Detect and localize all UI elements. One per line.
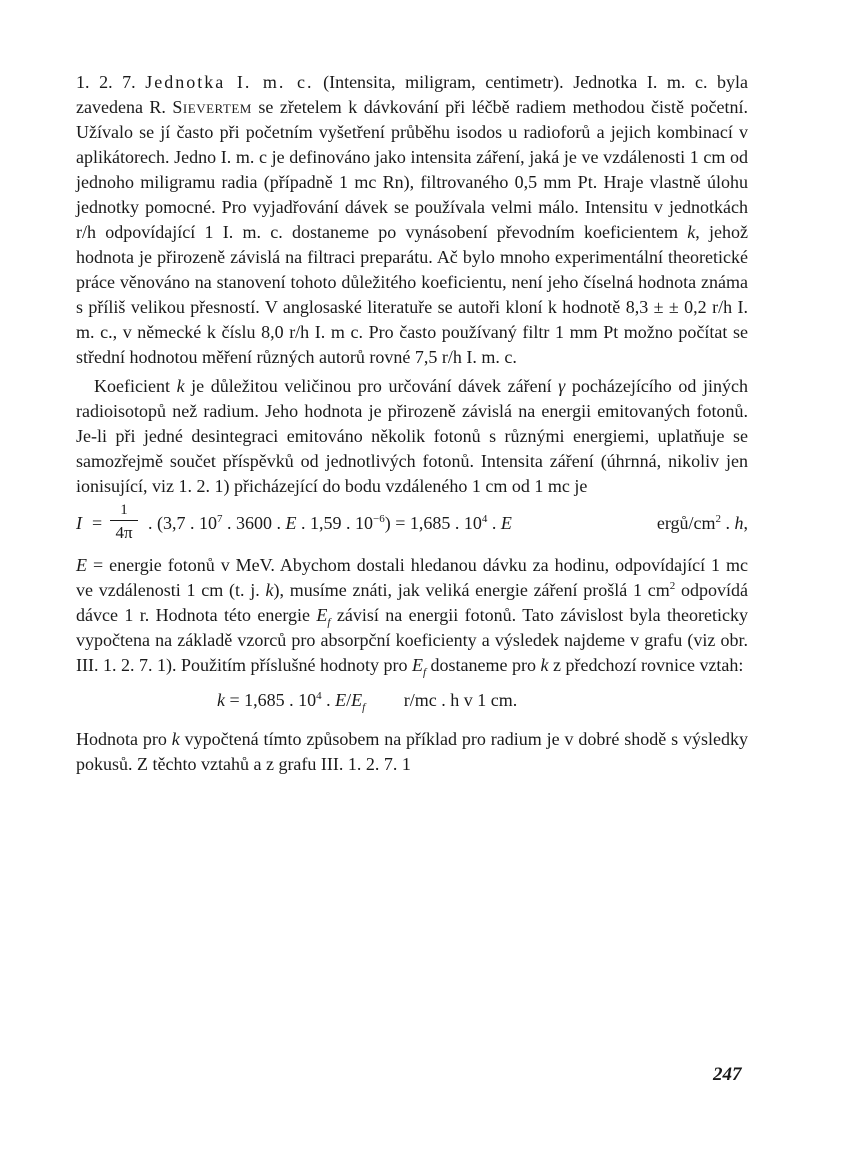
symbol-Ef	[316, 605, 331, 629]
formula-part: . 1,59 . 10	[301, 513, 373, 533]
formula-part: .	[326, 690, 331, 710]
symbol-k: k	[687, 222, 696, 242]
p3-text-g: z předchozí rovnice vztah:	[553, 655, 744, 675]
formula-k-expression	[217, 688, 365, 713]
fraction-denominator: 4π	[115, 523, 133, 542]
p2-text-a: Koeficient	[94, 376, 170, 396]
symbol-Ef	[411, 655, 427, 679]
symbol-E: E	[316, 605, 328, 625]
symbol-Ef	[351, 690, 366, 714]
symbol-k: k	[217, 690, 225, 710]
exponent: −6	[373, 513, 385, 525]
exponent: 2	[669, 580, 676, 592]
symbol-k: k	[176, 376, 185, 396]
formula-k	[76, 688, 748, 713]
fraction-bar	[110, 520, 138, 521]
exponent: 4	[481, 513, 488, 525]
p2-text-b: je důležitou veličinou pro určování dávek záření	[191, 376, 552, 396]
symbol-gamma: γ	[558, 376, 566, 396]
exponent: 2	[715, 513, 721, 525]
symbol-E: E	[335, 690, 347, 710]
p4-text-a: Hodnota pro	[76, 729, 167, 749]
paragraph-coefficient	[76, 374, 748, 499]
formula-k-unit: r/mc . h v 1 cm.	[403, 690, 518, 710]
formula-unit	[657, 513, 748, 534]
page-body	[76, 70, 748, 777]
symbol-k: k	[171, 729, 180, 749]
p3-text-c: odpovídá dávce 1 r. Hodnota této energie	[76, 580, 749, 625]
exponent: 7	[217, 513, 223, 525]
symbol-E: E	[351, 690, 363, 710]
section-heading-rest: (Intensita, miligram, centimetr).	[323, 72, 564, 92]
p3-text-b: ), musíme znáti, jak veliká energie záření prošlá 1 cm	[273, 580, 670, 600]
page-number: 247	[713, 1064, 742, 1085]
fraction-numerator: 1	[120, 502, 128, 518]
formula-lhs: I	[76, 513, 82, 533]
p1-text-b: se zřetelem k dávkování při léčbě radiem methodou čistě početní. Užívalo se jí často při početním vyšetření průběhu isodos u radioforů a jejich kombinací v aplikátorech. Jedno I. m. c je definováno jako intensita záření, jaká je ve vzdálenosti 1 cm od jednoho miligramu radia (případně 1 mc Rn), filtrovaného 0,5 mm Pt. Hraje vlastně úlohu jednotky pomocné. Pro vyjadřování dávek se používala velmi málo. Intensitu v jednotkách r/h odpovídající 1 I. m. c. dostaneme po vynásobení převodním koeficientem	[76, 97, 749, 242]
symbol-E: E	[285, 513, 297, 533]
formula-equals: =	[92, 513, 103, 533]
author-name: Sievertem	[172, 97, 252, 117]
p3-text-d: závisí na energii fotonů. Tato závislost byla theoreticky vypočtena na základě vzorců pro absorpční koeficienty a výsledek najdeme v grafu (viz obr. III. 1. 2. 7. 1). Použitím příslušné hodnoty pro	[76, 605, 749, 675]
p1-text-c: , jehož hodnota je přirozeně závislá na filtraci preparátu. Ač bylo mnoho experimentální theoretické práce věnováno na stanovení tohoto důležitého koeficientu, není jeho číselná hodnota známa s příliš velikou přesností. V anglosaské literatuře se autoři kloní k hodnotě 8,3 ± ± 0,2 r/h I. m. c., v německé k číslu 8,0 r/h I. m c. Pro často používaný filtr 1 mm Pt možno počítat se střední hodnotou měření různých autorů rovné 7,5 r/h I. m. c.	[76, 222, 748, 367]
formula-part: ) = 1,685 . 10	[384, 513, 482, 533]
exponent: 4	[316, 690, 322, 702]
paragraph-radium	[76, 727, 748, 777]
subscript-f: f	[422, 666, 427, 679]
formula-part: . (3,7 . 10	[148, 513, 217, 533]
p1-text-a: Jednotka I. m. c. byla zavedena R.	[76, 72, 749, 117]
symbol-E: E	[500, 513, 512, 533]
unit-text: .	[725, 513, 730, 533]
formula-part: . 3600 .	[227, 513, 281, 533]
p3-text-a: = energie fotonů v MeV. Abychom dostali hledanou dávku za hodinu, odpovídající 1 mc ve vzdálenosti 1 cm (t. j.	[76, 555, 749, 600]
formula-part: = 1,685 . 10	[229, 690, 317, 710]
p4-text-b: vypočtená tímto způsobem na příklad pro radium je v dobré shodě s výsledky pokusů. Z těchto vztahů a z grafu III. 1. 2. 7. 1	[76, 729, 748, 774]
symbol-E: E	[411, 655, 423, 675]
p2-text-c: pocházejícího od jiných radioisotopů než radium. Jeho hodnota je přirozeně závislá na energii emitovaných fotonů. Je-li při jedné desintegraci emitováno několik fotonů s různými energiemi, uplatňuje se samozřejmě součet příspěvků od jednotlivých fotonů. Intensita záření (úhrnná, nikoliv jen ionisující, viz 1. 2. 1) přicházející do bodu vzdáleného 1 cm od 1 mc je	[76, 376, 748, 496]
subscript-f: f	[327, 616, 331, 629]
symbol-E: E	[76, 555, 87, 575]
symbol-h: h	[734, 513, 744, 533]
section-number: 1. 2. 7.	[76, 72, 136, 92]
formula-part: /	[346, 690, 352, 710]
paragraph-energy	[76, 553, 748, 678]
subscript-f: f	[362, 701, 366, 714]
formula-fraction	[110, 501, 138, 543]
symbol-k: k	[540, 655, 549, 675]
p3-text-e: dostaneme pro	[430, 655, 537, 675]
formula-expression	[148, 513, 512, 534]
symbol-k: k	[265, 580, 274, 600]
section-heading: Jednotka I. m. c.	[145, 72, 314, 92]
formula-intensity	[76, 501, 748, 553]
unit-text: ,	[743, 513, 748, 533]
paragraph-sievert-unit	[76, 70, 748, 370]
unit-text: ergů/cm	[656, 513, 716, 533]
formula-part: .	[491, 513, 497, 533]
